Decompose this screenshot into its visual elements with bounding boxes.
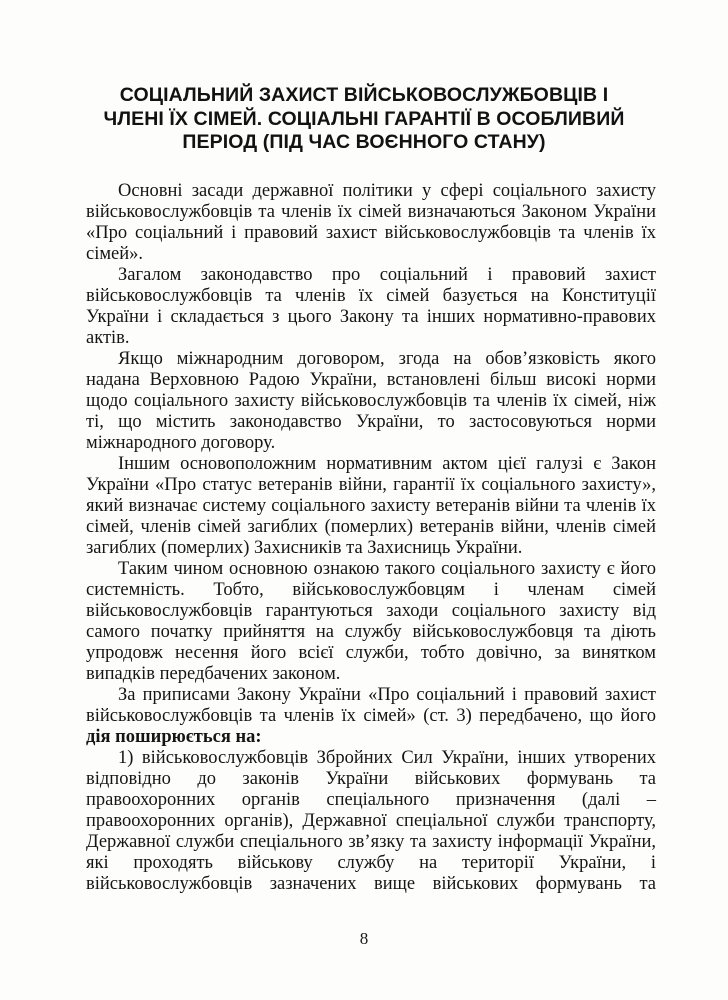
text-segment: Іншим основоположним нормативним актом цієї галузі є Закон України «Про статус ветеранів війни, гарантії їх соціального захисту», який визначає систему соціального захисту ветеранів війни та членів їх сімей, членів сімей загиблих (померлих) ветеранів війни, членів сімей загиблих (померлих) Захисників та Захисниць України. (86, 453, 656, 558)
page-title (0, 84, 728, 155)
body-text (86, 181, 656, 895)
text-segment: За приписами Закону України «Про соціальний і правовий захист військовослужбовців та членів їх сімей» (ст. 3) передбачено, що його (86, 684, 656, 726)
text-segment: 1) військовослужбовців Збройних Сил України, інших утворених відповідно до законів України військових формувань та правоохоронних органів спеціального призначення (далі – правоохоронних органів), Державної спеціальної служби транспорту, Державної служби спеціального зв’язку та захисту інформації України, які проходять військову службу на території України, і військовослужбовців зазначених вище військових формувань та (86, 747, 656, 894)
paragraph (86, 265, 656, 349)
page-title-line: ЧЛЕНІ ЇХ СІМЕЙ. СОЦІАЛЬНІ ГАРАНТІЇ В ОСОБЛИВИЙ (103, 107, 625, 130)
page-title-line: СОЦІАЛЬНИЙ ЗАХИСТ ВІЙСЬКОВОСЛУЖБОВЦІВ І (119, 84, 609, 106)
text-segment: Якщо міжнародним договором, згода на обов’язковість якого надана Верховною Радою України, встановлені більш високі норми щодо соціального захисту військовослужбовців та членів їх сімей, ніж ті, що містить законодавство України, то застосовуються норми міжнародного договору. (86, 348, 656, 453)
paragraph (86, 685, 656, 748)
paragraph (86, 559, 656, 685)
paragraph (86, 748, 656, 895)
bold-text-segment: дія поширюється на: (86, 726, 262, 747)
paragraph (86, 349, 656, 454)
page-number: 8 (359, 929, 369, 948)
page-title-line: ПЕРІОД (ПІД ЧАС ВОЄННОГО СТАНУ) (182, 131, 546, 153)
text-segment: Основні засади державної політики у сфері соціального захисту військовослужбовців та членів їх сімей визначаються Законом України «Про соціальний і правовий захист військовослужбовців та членів їх сімей». (86, 180, 656, 264)
text-segment: Таким чином основною ознакою такого соціального захисту є його системність. Тобто, військовослужбовцям і членам сімей військовослужбовців гарантуються заходи соціального захисту від самого початку прийняття на службу військовослужбовця та діють упродовж несення його всієї служби, тобто довічно, за винятком випадків передбачених законом. (86, 558, 656, 684)
text-segment: Загалом законодавство про соціальний і правовий захист військовослужбовців та членів їх сімей базується на Конституції України і складається з цього Закону та інших нормативно-правових актів. (86, 264, 656, 348)
paragraph (86, 454, 656, 559)
paragraph (86, 181, 656, 265)
